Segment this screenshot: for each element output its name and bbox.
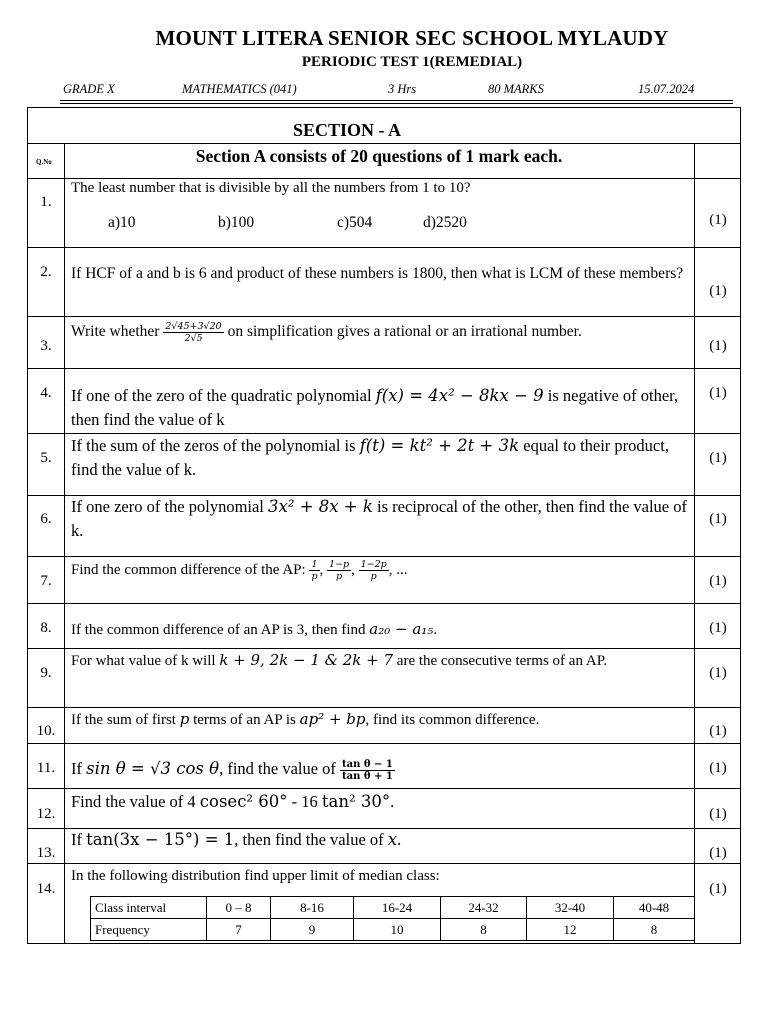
mark-label: (1)	[709, 573, 727, 589]
row-label: Class interval	[91, 897, 207, 919]
frequency-cell: 8	[441, 919, 527, 941]
mark-label: (1)	[709, 665, 727, 681]
q9-pre: For what value of k will	[71, 653, 216, 669]
question-number: 6.	[40, 511, 52, 527]
mark-label: (1)	[709, 620, 727, 636]
section-title: SECTION - A	[292, 120, 402, 140]
question-number: 1.	[40, 194, 52, 210]
fraction-denominator: 2√5	[184, 332, 203, 344]
question-number: 11.	[36, 760, 56, 776]
class-interval-cell: 40-48	[614, 897, 695, 919]
class-interval-cell: 8-16	[271, 897, 354, 919]
question-text	[71, 757, 689, 782]
mark-label: (1)	[709, 806, 727, 822]
q6-expression: 3x² + 8x + k	[268, 497, 373, 516]
subject-label: MATHEMATICS (041)	[182, 82, 297, 96]
fraction-denominator: p	[311, 571, 318, 583]
row-divider	[27, 143, 741, 144]
q6-pre: If one zero of the polynomial	[71, 497, 264, 516]
question-number: 5.	[40, 450, 52, 466]
fraction-numerator: 1	[309, 559, 319, 571]
row-divider	[27, 368, 741, 369]
question-number: 8.	[40, 620, 52, 636]
mark-label: (1)	[709, 511, 727, 527]
q12-mid: - 16	[287, 792, 318, 811]
q4-expression: f(x) = 4x² − 8kx − 9	[375, 386, 544, 405]
frequency-cell: 12	[527, 919, 614, 941]
question-text	[71, 384, 689, 432]
duration-label: 3 Hrs	[388, 82, 417, 96]
class-interval-cell: 24-32	[441, 897, 527, 919]
question-text: The least number that is divisible by all the numbers from 1 to 10?	[71, 180, 471, 196]
question-text	[71, 649, 665, 672]
frequency-cell: 10	[354, 919, 441, 941]
q13-post: .	[397, 830, 402, 849]
test-title: PERIODIC TEST 1(REMEDIAL)	[301, 54, 523, 70]
question-number: 7.	[40, 573, 52, 589]
question-text	[71, 828, 689, 852]
mark-label: (1)	[709, 338, 727, 354]
row-divider	[27, 788, 741, 789]
question-number: 9.	[40, 665, 52, 681]
question-number: 10.	[36, 723, 56, 739]
q10-pre: If the sum of first	[71, 712, 176, 728]
header-divider	[60, 103, 733, 104]
section-description: Section A consists of 20 questions of 1 mark each.	[195, 146, 563, 166]
option-b: b)100	[218, 214, 255, 231]
row-divider	[27, 556, 741, 557]
q12-pre: Find the value of 4	[71, 792, 196, 811]
question-number: 14.	[36, 881, 56, 897]
option-d: d)2520	[423, 214, 467, 231]
row-divider	[27, 603, 741, 604]
question-number: 13.	[36, 845, 56, 861]
q12-post: .	[390, 792, 395, 811]
q8-post: .	[433, 622, 438, 638]
frequency-table	[90, 896, 695, 941]
q13-variable: x	[387, 830, 398, 849]
question-number: 4.	[40, 385, 52, 401]
mark-label: (1)	[709, 283, 727, 299]
question-number: 3.	[40, 338, 52, 354]
q5-post: equal to their product, find the value of k.	[71, 436, 669, 479]
date-label: 15.07.2024	[638, 82, 695, 96]
q10-expression: ap² + bp	[299, 710, 366, 728]
q11-mid: , find the value of	[219, 759, 336, 778]
q3-post: on simplification gives a rational or an irrational number.	[227, 323, 582, 340]
fraction-denominator: p	[336, 571, 343, 583]
q10-variable: p	[179, 710, 190, 728]
question-text	[71, 708, 689, 731]
ap-term	[309, 559, 319, 582]
frequency-cell: 9	[271, 919, 354, 941]
mark-label: (1)	[709, 723, 727, 739]
column-divider	[694, 143, 695, 944]
row-divider	[27, 316, 741, 317]
q8-pre: If the common difference of an AP is 3, then find	[71, 622, 366, 638]
q13-expression: tan(3x − 15°) = 1	[86, 830, 235, 849]
q11-fraction	[340, 759, 395, 782]
ap-term	[359, 559, 389, 582]
class-interval-cell: 16-24	[354, 897, 441, 919]
class-interval-cell: 32-40	[527, 897, 614, 919]
q4-pre: If one of the zero of the quadratic polynomial	[71, 386, 372, 405]
q5-pre: If the sum of the zeros of the polynomial is	[71, 436, 356, 455]
mark-label: (1)	[709, 212, 727, 228]
q3-pre: Write whether	[71, 323, 160, 340]
q10-mid: terms of an AP is	[193, 712, 296, 728]
question-number: 2.	[40, 264, 52, 280]
q13-pre: If	[71, 830, 82, 849]
question-text	[71, 495, 689, 543]
fraction-numerator: 2√45+3√20	[165, 320, 222, 332]
class-interval-cell: 0 – 8	[207, 897, 271, 919]
ap-term	[327, 559, 351, 582]
school-name: MOUNT LITERA SENIOR SEC SCHOOL MYLAUDY	[155, 26, 669, 50]
fraction-denominator: tan θ + 1	[342, 770, 393, 782]
fraction-numerator: tan θ − 1	[342, 758, 393, 770]
option-c: c)504	[337, 214, 373, 231]
grade-label: GRADE X	[63, 82, 115, 96]
question-text	[71, 320, 689, 344]
q6-post: is reciprocal of the other, then find the value of k.	[71, 497, 687, 540]
question-text: If HCF of a and b is 6 and product of these numbers is 1800, then what is LCM of these members?	[71, 265, 684, 282]
q3-fraction	[163, 321, 223, 344]
q12-expression: cosec² 60°	[199, 792, 288, 811]
q13-mid: , then find the value of	[234, 830, 384, 849]
q11-expression: sin θ = √3 cos θ	[86, 759, 220, 778]
row-divider	[27, 863, 741, 864]
fraction-denominator: p	[370, 571, 377, 583]
header-divider	[60, 100, 733, 101]
q5-expression: f(t) = kt² + 2t + 3k	[359, 436, 520, 455]
table-row	[91, 897, 695, 919]
row-divider	[27, 743, 741, 744]
mark-label: (1)	[709, 760, 727, 776]
q11-pre: If	[71, 759, 82, 778]
fraction-numerator: 1−p	[329, 559, 350, 571]
qno-header: Q.No	[36, 158, 52, 166]
marks-label: 80 MARKS	[488, 82, 544, 96]
mark-label: (1)	[709, 385, 727, 401]
question-text: Find the common difference of the AP: $\frac{1}{p}$ , $\frac{1-p}{p}$ , $\frac{1-2p}{p}$ , ...	[71, 559, 408, 583]
fraction-numerator: 1−2p	[360, 559, 387, 571]
option-a: a)10	[108, 214, 136, 231]
q7-pre: Find the common difference of the AP:	[71, 562, 306, 578]
q9-post: are the consecutive terms of an AP.	[396, 653, 608, 669]
frequency-cell: 8	[614, 919, 695, 941]
question-text	[71, 618, 689, 641]
q12-expression: tan² 30°	[321, 792, 391, 811]
mark-label: (1)	[709, 845, 727, 861]
question-text	[71, 434, 689, 482]
row-divider	[27, 247, 741, 248]
question-text	[71, 790, 689, 814]
table-row	[91, 919, 695, 941]
mark-label: (1)	[709, 881, 727, 897]
q10-post: , find its common difference.	[365, 712, 540, 728]
row-label: Frequency	[91, 919, 207, 941]
q4-post: is negative of other, then find the value of k	[71, 386, 679, 429]
q9-expression: k + 9, 2k − 1 & 2k + 7	[219, 651, 394, 669]
question-text: In the following distribution find upper limit of median class:	[71, 868, 440, 884]
frequency-cell: 7	[207, 919, 271, 941]
question-number: 12.	[36, 806, 56, 822]
q8-expression: a₂₀ − a₁₅	[369, 620, 434, 638]
q7-post: , ...	[388, 562, 408, 578]
mark-label: (1)	[709, 450, 727, 466]
